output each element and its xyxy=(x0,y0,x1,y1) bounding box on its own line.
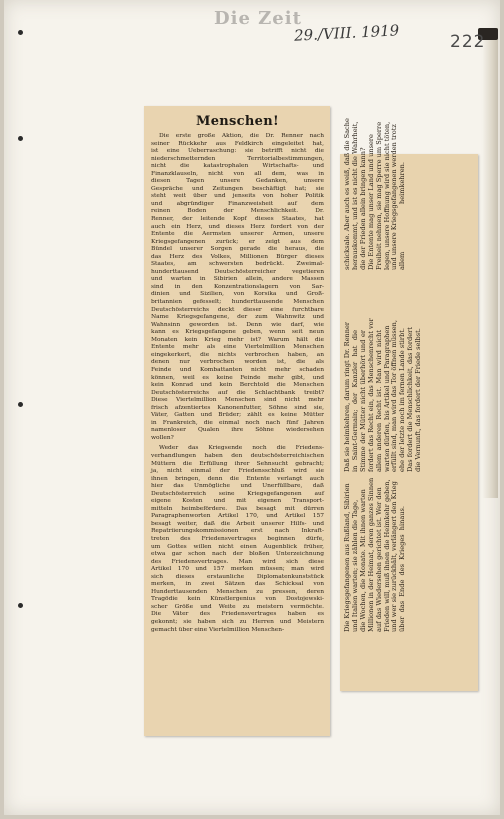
text-line: steht weit über und jenseits von hoher Politik xyxy=(151,193,324,200)
text-line: gekonnt; sie haben sich zu Herren und Meistern xyxy=(151,619,324,625)
punch-hole xyxy=(18,402,23,407)
continuation-block xyxy=(343,318,472,472)
text-line: Staates, am schwersten bedrückt. Zweimal- xyxy=(151,261,324,268)
text-line: treten des Friedensvertrages beginnen dürfe, xyxy=(151,535,324,542)
text-line: die Wochen, die Monate. Mit ihnen warten xyxy=(358,489,367,632)
text-line: allem heimkehren. xyxy=(398,162,407,270)
text-line: sich dieses erstaunliche Diplomatenkunststück xyxy=(151,573,324,580)
text-line: schicksale. Aber auch es weiß, daß die Sache xyxy=(343,118,351,270)
text-line: und unsere Kriegsgefangenen werden trotz xyxy=(390,124,399,270)
text-line: in Frankreich, die einmal noch nach fünf Jahren xyxy=(151,419,324,426)
text-line: sind in den Konzentrationslagern von Sar- xyxy=(151,283,324,290)
text-line: auch ein Herz, und dieses Herz fordert von der xyxy=(151,223,324,230)
text-line: Artikel 170 und 157 merken müssen; man wird xyxy=(151,566,324,573)
archive-sheet xyxy=(4,0,500,815)
text-line: britannien gefesselt; hunderttausende Menschen xyxy=(151,299,324,306)
text-line: warten dürfen, bis Artikel und Paragraphen xyxy=(382,325,391,472)
text-line: Stimme der Mütter nicht überhört und er xyxy=(358,330,367,472)
text-line: Wahnsinn geworden ist. Denn wie darf, wie xyxy=(151,321,324,328)
text-line: Monaten kein Krieg mehr ist? Warum hält die xyxy=(151,336,324,343)
text-line: das Herz des Volkes, Millionen Bürger dieses xyxy=(151,253,324,260)
text-line: reinen Boden der Menschlichkeit. Dr. xyxy=(151,208,324,215)
article-headline: Menschen! xyxy=(196,114,279,129)
text-line: ehe der letzte noch im fernen Lande stirbt. xyxy=(398,327,407,472)
text-line: ja, nicht einmal der Friedensschluß wird sie xyxy=(151,468,324,475)
text-line: Daß sie heimkehren, darum ringt Dr. Renner xyxy=(343,321,351,472)
punch-hole xyxy=(18,603,23,608)
text-line: Finanzklauseln, nicht von all dem, was in xyxy=(151,170,324,177)
text-line: gemacht über eine Viertelmillion Menschen- xyxy=(151,626,285,633)
text-line: Renner, der leitende Kopf dieses Staates, hat xyxy=(151,216,324,223)
text-line: Entente die Aermsten unserer Armen, unsere xyxy=(151,231,324,238)
text-line: Paragraphenworten Artikel 170, und Artikel 157 xyxy=(151,513,324,520)
text-line: Bündel unserer Sorgen gerade die heraus, die xyxy=(151,246,324,253)
text-line: Väter, Gatten und Brüder; zählt es keine Mütter xyxy=(151,412,324,419)
text-line: Frieden will, muß ihnen die Heimkehr geben, xyxy=(382,479,391,632)
handwritten-date: 29./VIII. 1919 xyxy=(293,21,400,45)
text-line: Deutschösterreich seine Kriegsgefangenen auf xyxy=(151,490,324,497)
text-line: und wer sie zurückhält, verlängert den Krieg xyxy=(390,481,399,632)
continuation-clipping xyxy=(340,118,478,691)
text-line: Die erste große Aktion, die Dr. Renner nach xyxy=(159,133,324,139)
text-line: verhandlungen haben den deutschösterreichischen xyxy=(151,452,324,459)
text-line: mitteln heimbefördere. Das besagt mit dürren xyxy=(151,505,324,512)
text-line: Die Kriegsgefangenen aus Rußland, Sibirien xyxy=(343,483,351,632)
text-line: besagt weiter, daß die Arbeit unserer Hilfs- und xyxy=(151,520,324,527)
text-line: allem anderen Recht ist. Man wird nicht xyxy=(374,330,383,472)
text-line: Gespräche und Zeitungen beschäftigt hat; sie xyxy=(151,185,324,192)
text-line: können, weil es keine Feinde mehr gibt, und xyxy=(151,374,324,381)
text-line: Müttern die Erfüllung ihrer Sehnsucht gebracht; xyxy=(151,460,324,467)
text-line: des Friedensvertrages. Man wird sich diese xyxy=(151,558,324,565)
text-line: merken, in zwei Sätzen das Schicksal von xyxy=(151,581,324,588)
text-line: Diese Viertelmillion Menschen sind nicht mehr xyxy=(151,397,324,404)
text-line: Das fordert die Menschlichkeit, das fordert xyxy=(406,327,415,472)
text-line: Tragödie kein Künstlergenius von Dostojewski- xyxy=(151,596,324,603)
text-line: Millionen in der Heimat, deren ganzes Sinnen xyxy=(366,477,375,632)
text-line: wollen? xyxy=(151,434,174,441)
text-line: die Vernunft, das fordert der Friede selbst. xyxy=(414,328,423,472)
text-line: Freiheit nehmen, sie mag Sperre um Sperre xyxy=(374,121,383,270)
text-line: um Gottes willen nicht einen Augenblick früher, xyxy=(151,543,324,550)
text-line: kann es Kriegsgefangene geben, wenn seit neun xyxy=(151,329,324,336)
text-line: Repatriierungskommissionen erst nach Inkraft- xyxy=(151,528,324,535)
binder-rail xyxy=(482,28,498,498)
continuation-block xyxy=(343,477,472,632)
text-line: scher Größe und Weite zu meistern vermöchte. xyxy=(151,603,324,610)
newspaper-masthead: Die Zeit xyxy=(214,8,302,29)
text-line: hunderttausend Deutschösterreicher vegetieren xyxy=(151,268,324,275)
text-line: Deutschösterreichs auf die Schlachtbank treibt? xyxy=(151,389,324,396)
text-line: ihnen bringen, denn die Entente verlangt auch xyxy=(151,475,324,482)
text-line: eingekerkert, die nichts verbrochen haben, an xyxy=(151,351,324,358)
text-line: fordert das Recht ein, das Menschenrecht vor xyxy=(366,318,375,472)
text-line: seiner Rückkehr aus Feldkirch eingeleitet hat, xyxy=(151,140,324,147)
text-line: nicht die katastrophalen Wirtschafts- und xyxy=(151,163,324,170)
text-line: legen, unsere Hoffnung wird sie nicht töten, xyxy=(382,121,391,270)
text-line: eigene Kosten und mit eigenen Transport- xyxy=(151,498,324,505)
article-paragraph xyxy=(151,133,324,442)
article-paragraph xyxy=(151,445,324,634)
text-line: Hunderttausenden Menschen zu pressen, deren xyxy=(151,588,324,595)
text-line: niederschmetternden Territorialbestimmungen, xyxy=(151,155,324,162)
text-line: kein Konrad und kein Berchtold die Menschen xyxy=(151,382,324,389)
text-line: frisch afzentiertes Kanonenfutter, Söhne sind sie, xyxy=(151,404,324,411)
text-line: erfüllt sind, man wird das Tor öffnen müssen, xyxy=(390,320,399,472)
text-line: dinien und Sizilien, von Korsika und Groß- xyxy=(151,291,324,298)
punch-hole xyxy=(18,136,23,141)
text-line: Die Väter des Friedensvertrages haben es xyxy=(151,611,324,618)
text-line: denen nur verbrochen worden ist, die als xyxy=(151,359,324,366)
text-line: Deutschösterreichs deckt dieser eine furchtbare xyxy=(151,306,324,313)
text-line: diesen Tagen unsere Gedanken, unsere xyxy=(151,178,324,185)
text-line: und abgründiger Finanzweisheit auf dem xyxy=(151,200,324,207)
article-body xyxy=(151,133,324,634)
text-line: und warten in Sibirien allein, andere Massen xyxy=(151,276,324,283)
text-line: Entente mehr als eine Viertelmillion Menschen xyxy=(151,344,324,351)
text-line: Die Entente mag unser Land und unsere xyxy=(366,134,375,270)
article-clipping xyxy=(144,106,330,736)
text-line: in Saint-Germain; der Kanzler hat die xyxy=(350,330,359,472)
text-line: und Italien warten; sie zählen die Tage, xyxy=(350,499,359,632)
text-line: auf das Wiedersehen gerichtet ist. Wer den xyxy=(374,487,383,632)
continuation-block xyxy=(343,118,472,270)
text-line: namenloser Qualen ihre Söhne wiedersehen xyxy=(151,427,324,434)
text-line: die der Frieden allein bringen kann? xyxy=(358,147,367,270)
text-line: Name Kriegsgefangene, der zum Wahnwitz und xyxy=(151,314,324,321)
punch-hole xyxy=(18,30,23,35)
text-line: ist eine Ueberraschung: sie betrifft nicht die xyxy=(151,148,324,155)
text-line: über das Ende des Krieges hinaus. xyxy=(398,506,407,632)
text-line: Weder das Kriegsende noch die Friedens- xyxy=(159,445,324,452)
text-line: Feinde und Kombattanten nicht mehr schaden xyxy=(151,366,324,373)
text-line: herauskommt, und ist es nicht die Wahrheit, xyxy=(350,121,359,270)
sheet-number: 222 xyxy=(450,32,486,52)
text-line: Kriegsgefangenen zurück; er zeigt aus dem xyxy=(151,238,324,245)
text-line: hier das Unmögliche und Unerfüllbare, daß xyxy=(151,483,324,490)
text-line: etwa gar schon nach der bloßen Unterzeichnung xyxy=(151,551,324,558)
